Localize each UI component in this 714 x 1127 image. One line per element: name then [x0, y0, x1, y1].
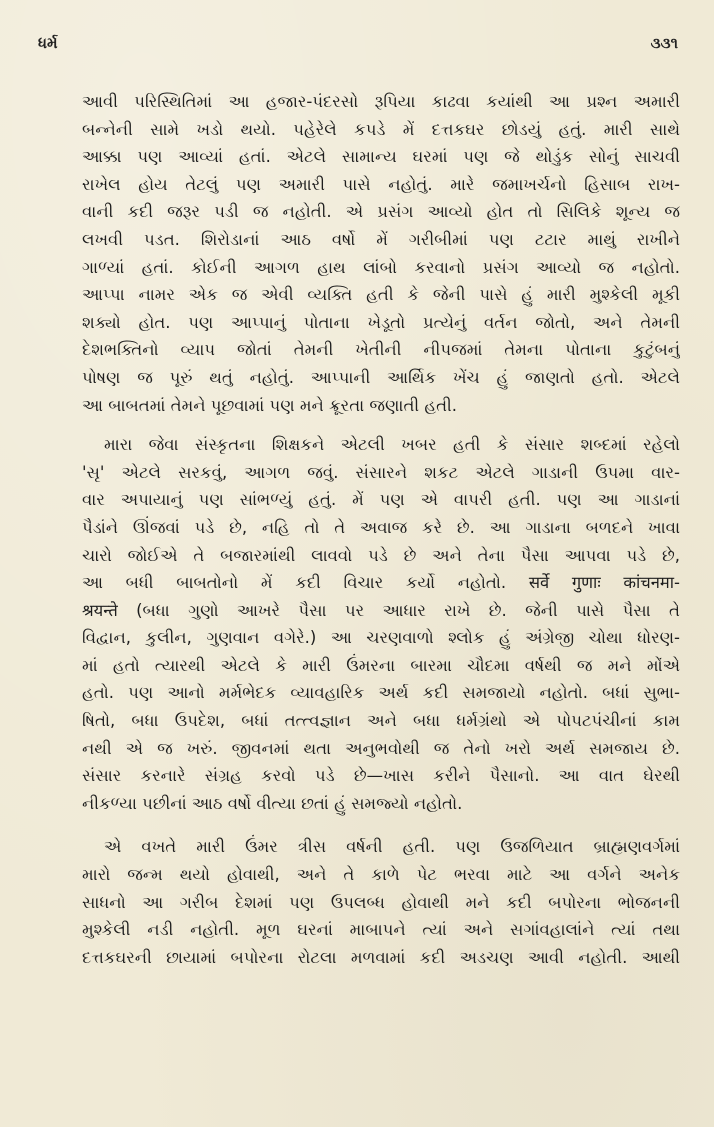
text-line: વાની કદી જરૂર પડી જ નહોતી. એ પ્રસંગ આવ્યો હોત તો સિલિકે શૂન્ય જ — [82, 202, 680, 222]
text-line: ષિતો, બધા ઉપદેશ, બધાં તત્ત્વજ્ઞાન અને બધા ધર્મગ્રંથો એ પોપટપંચીનાં કામ — [82, 711, 680, 731]
text-line: આ બાબતમાં તેમને પૂછવામાં પણ મને ક્રૂરતા જણાતી હતી. — [82, 395, 458, 415]
text-line: લખવી પડત. શિરોડાનાં આઠ વર્ષો મેં ગરીબીમાં પણ ટટાર માથું રાખીને — [82, 229, 680, 249]
text-line: સાધનો આ ગરીબ દેશમાં પણ ઉપલબ્ધ હોવાથી મને કદી બપોરના ભોજનની — [82, 892, 680, 912]
text-line: એ વખતે મારી ઉંમર ત્રીસ વર્ષની હતી. પણ ઉજળિયાત બ્રાહ્મણવર્ગમાં — [104, 837, 680, 857]
text-line: श्रयन्ते (બધા ગુણો આખરે પૈસા પર આધાર રાખે છે. જેની પાસે પૈસા તે — [82, 600, 680, 620]
text-line: હતો. પણ આનો મર્મભેદક વ્યાવહારિક અર્થ કદી સમજાયો નહોતો. બધાં સુભા- — [82, 683, 680, 703]
text-line: મુશ્કેલી નડી નહોતી. મૂળ ઘરનાં માબાપને ત્યાં અને સગાંવહાલાંને ત્યાં તથા — [82, 920, 680, 940]
text-line: આ બધી બાબતોનો મેં કદી વિચાર કર્યો નહોતો. सर्वे गुणाः कांचनमा- — [82, 573, 680, 593]
text-line: પોષણ જ પૂરું થતું નહોતું. આપ્પાની આર્થિક ખેંચ હું જાણતો હતો. એટલે — [82, 367, 680, 387]
text-line: પૈડાંને ઊંજવાં પડે છે, નહિ તો તે અવાજ કરે છે. આ ગાડાના બળદને ખાવા — [82, 517, 680, 537]
text-line: સંસાર કરનારે સંગ્રહ કરવો પડે છે—ખાસ કરીને પૈસાનો. આ વાત ઘેરથી — [82, 766, 680, 786]
text-line: વિદ્વાન, કુલીન, ગુણવાન વગેરે.) આ ચરણવાળો શ્લોક હું અંગ્રેજી ચોથા ધોરણ- — [82, 628, 680, 648]
text-line: વાર અપાયાનું પણ સાંભળ્યું હતું. મેં પણ એ વાપરી હતી. પણ આ ગાડાનાં — [82, 490, 680, 510]
paragraph-3 — [82, 833, 680, 971]
text-line: રાખેલ હોય તેટલું પણ અમારી પાસે નહોતું. મારે જમાખર્ચનો હિસાબ રાખ- — [82, 174, 680, 194]
body-text — [82, 88, 680, 971]
text-line: માં હતો ત્યારથી એટલે કે મારી ઉંમરના બારમા ચૌદમા વર્ષથી જ મને મોંએ — [82, 655, 680, 675]
text-line: આવી પરિસ્થિતિમાં આ હજાર-પંદરસો રૂપિયા કાઢવા કયાંથી આ પ્રશ્ન અમારી — [82, 92, 680, 111]
page-number: ૩૩૧ — [650, 34, 678, 52]
text-line: નથી એ જ ખરું. જીવનમાં થતા અનુભવોથી જ તેનો ખરો અર્થ સમજાય છે. — [82, 738, 680, 758]
running-head: ધર્મ — [38, 34, 58, 52]
text-line: મારા જેવા સંસ્કૃતના શિક્ષકને એટલી ખબર હતી કે સંસાર શબ્દમાં રહેલો — [104, 435, 680, 455]
text-line: આક્કા પણ આવ્યાં હતાં. એટલે સામાન્ય ઘરમાં પણ જે થોડુંક સોનું સાચવી — [82, 147, 680, 167]
page-header — [38, 34, 678, 64]
text-line: નીકળ્યા પછીનાં આઠ વર્ષો વીત્યા છતાં હું સમજ્યો નહોતો. — [82, 793, 463, 813]
paragraph-2 — [82, 431, 680, 817]
text-line: શક્યો હોત. પણ આપ્પાનું પોતાના ખેડૂતો પ્રત્યેનું વર્તન જોતો, અને તેમની — [82, 312, 680, 332]
text-line: દત્તકઘરની છાયામાં બપોરના રોટલા મળવામાં કદી અડચણ આવી નહોતી. આથી — [82, 947, 680, 967]
paragraph-1 — [82, 88, 680, 419]
text-line: આપ્પા નામર એક જ એવી વ્યક્તિ હતી કે જેની પાસે હું મારી મુશ્કેલી મૂકી — [82, 285, 680, 305]
text-line: મારો જન્મ થયો હોવાથી, અને તે કાળે પેટ ભરવા માટે આ વર્ગને અનેક — [82, 865, 680, 885]
text-line: ગાળ્યાં હતાં. કોઈની આગળ હાથ લાંબો કરવાનો પ્રસંગ આવ્યો જ નહોતો. — [82, 257, 680, 277]
text-line: ચારો જોઈએ તે બજારમાંથી લાવવો પડે છે અને તેના પૈસા આપવા પડે છે, — [82, 545, 680, 565]
text-line: બન્નેની સામે ખડો થયો. પહેરેલે કપડે મેં દત્તકઘર છોડયું હતું. મારી સાથે — [82, 119, 680, 139]
text-line: 'સૃ' એટલે સરકવું, આગળ જવું. સંસારને શકટ એટલે ગાડાની ઉપમા વાર- — [82, 462, 680, 482]
text-line: દેશભક્તિનો વ્યાપ જોતાં તેમની ખેતીની નીપજમાં તેમના પોતાના કુટુંબનું — [82, 340, 680, 360]
